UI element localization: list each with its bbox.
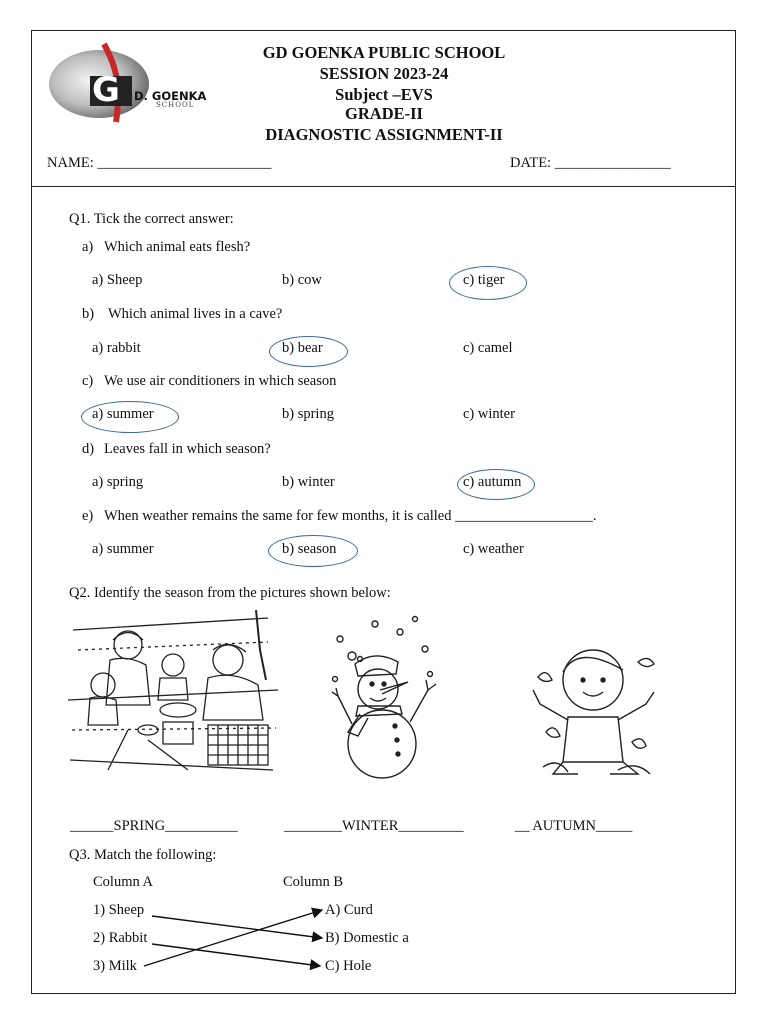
q3-title: Q3. Match the following: xyxy=(69,847,217,863)
name-field[interactable]: NAME: ________________________ xyxy=(47,155,272,171)
q1c-label: c) xyxy=(82,373,94,389)
q1e-option-c[interactable]: c) weather xyxy=(463,541,524,557)
q1b-option-b[interactable]: b) bear xyxy=(282,340,323,356)
match-left-2: 2) Rabbit xyxy=(93,930,148,946)
q1e-label: e) xyxy=(82,508,94,524)
session: SESSION 2023-24 xyxy=(319,64,449,83)
q1d-text: Leaves fall in which season? xyxy=(104,441,271,457)
match-right-b: B) Domestic a xyxy=(325,930,409,946)
q1a-text: Which animal eats flesh? xyxy=(104,239,251,255)
grade: GRADE-II xyxy=(345,104,423,123)
q1c-text: We use air conditioners in which season xyxy=(104,373,337,389)
match-right-c: C) Hole xyxy=(325,958,372,974)
logo-letter: G xyxy=(92,70,120,110)
q1b-text: Which animal lives in a cave? xyxy=(108,306,283,322)
q1c-option-a[interactable]: a) summer xyxy=(92,406,154,422)
date-field[interactable]: DATE: ________________ xyxy=(510,155,671,171)
q1d-option-a[interactable]: a) spring xyxy=(92,474,144,490)
match-left-3: 3) Milk xyxy=(93,958,137,974)
q1c-option-b[interactable]: b) spring xyxy=(282,406,334,422)
match-line-sheep-domestic xyxy=(152,916,322,938)
school-name: GD GOENKA PUBLIC SCHOOL xyxy=(262,43,506,62)
match-left-1: 1) Sheep xyxy=(93,902,145,918)
column-b-heading: Column B xyxy=(283,874,344,890)
q1a-label: a) xyxy=(82,239,94,255)
q1c-option-c[interactable]: c) winter xyxy=(463,406,515,422)
q2-title: Q2. Identify the season from the pictures shown below: xyxy=(69,585,391,601)
logo-subtext: SCHOOL xyxy=(156,101,195,109)
q1b-option-a[interactable]: a) rabbit xyxy=(92,340,141,356)
q2-answer-spring[interactable]: ______SPRING__________ xyxy=(70,818,238,834)
q1b-label: b) xyxy=(82,306,95,322)
q1e-option-b[interactable]: b) season xyxy=(282,541,337,557)
q1d-label: d) xyxy=(82,441,95,457)
q1a-option-c[interactable]: c) tiger xyxy=(463,272,505,288)
q1a-option-a[interactable]: a) Sheep xyxy=(92,272,143,288)
q1b-option-c[interactable]: c) camel xyxy=(463,340,513,356)
q2-answer-autumn[interactable]: __ AUTUMN_____ xyxy=(515,818,633,834)
logo-text: D. GOENKA xyxy=(134,89,207,103)
q1a-option-b[interactable]: b) cow xyxy=(282,272,322,288)
subject: Subject –EVS xyxy=(335,85,433,104)
q1d-option-b[interactable]: b) winter xyxy=(282,474,335,490)
match-right-a: A) Curd xyxy=(325,902,373,918)
column-a-heading: Column A xyxy=(93,874,154,890)
assignment-title: DIAGNOSTIC ASSIGNMENT-II xyxy=(265,125,503,144)
q1-title: Q1. Tick the correct answer: xyxy=(69,211,234,227)
q1e-option-a[interactable]: a) summer xyxy=(92,541,154,557)
q1e-text: When weather remains the same for few months, it is called ___________________. xyxy=(104,508,597,524)
q1d-option-c[interactable]: c) autumn xyxy=(463,474,522,490)
q2-answer-winter[interactable]: ________WINTER_________ xyxy=(284,818,464,834)
